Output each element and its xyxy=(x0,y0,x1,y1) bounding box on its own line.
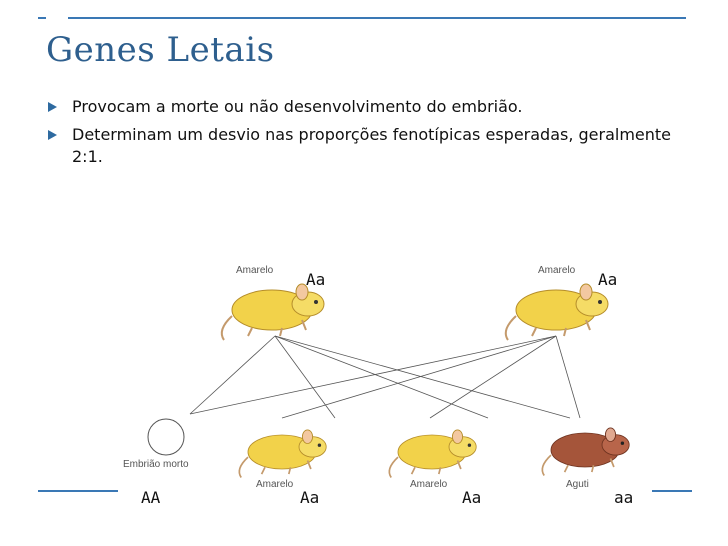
cross-line xyxy=(430,336,556,418)
yellow-mouse-icon xyxy=(506,284,608,340)
parent-caption: Amarelo xyxy=(538,265,576,276)
parent-caption: Amarelo xyxy=(236,265,274,276)
cross-line xyxy=(556,336,580,418)
cross-line xyxy=(275,336,488,418)
yellow-mouse-icon xyxy=(222,284,324,340)
dead-embryo-icon xyxy=(148,419,184,455)
yellow-mouse-icon xyxy=(239,430,326,478)
parent-mouse-left xyxy=(222,265,325,340)
slide-title: Genes Letais xyxy=(46,30,275,70)
offspring-genotype: Aa xyxy=(300,488,320,507)
bullet-text: Provocam a morte ou não desenvolvimento do embrião. xyxy=(72,97,523,116)
offspring-genotype: AA xyxy=(141,488,161,507)
offspring-caption: Aguti xyxy=(566,479,589,490)
bullet-text: Determinam um desvio nas proporções fenotípicas esperadas, geralmente 2:1. xyxy=(72,125,672,166)
cross-line xyxy=(275,336,335,418)
offspring-genotype: Aa xyxy=(462,488,482,507)
offspring-yellow-2 xyxy=(389,430,481,507)
bottom-rule-right xyxy=(652,490,692,492)
parent-genotype: Aa xyxy=(306,270,326,289)
offspring-genotype: aa xyxy=(614,488,634,507)
cross-line xyxy=(275,336,570,418)
parent-mouse-right xyxy=(506,265,617,340)
yellow-mouse-icon xyxy=(389,430,476,478)
offspring-caption: Amarelo xyxy=(410,479,448,490)
offspring-dead-embryo xyxy=(123,419,189,507)
cross-line xyxy=(190,336,556,414)
offspring-agouti xyxy=(542,428,633,507)
parent-genotype: Aa xyxy=(598,270,618,289)
bottom-rule-left xyxy=(38,490,118,492)
cross-line xyxy=(190,336,275,414)
agouti-mouse-icon xyxy=(542,428,629,476)
cross-lines xyxy=(190,336,580,418)
cross-line xyxy=(282,336,556,418)
offspring-caption: Amarelo xyxy=(256,479,294,490)
offspring-yellow-1 xyxy=(239,430,326,507)
offspring-caption: Embrião morto xyxy=(123,459,189,470)
